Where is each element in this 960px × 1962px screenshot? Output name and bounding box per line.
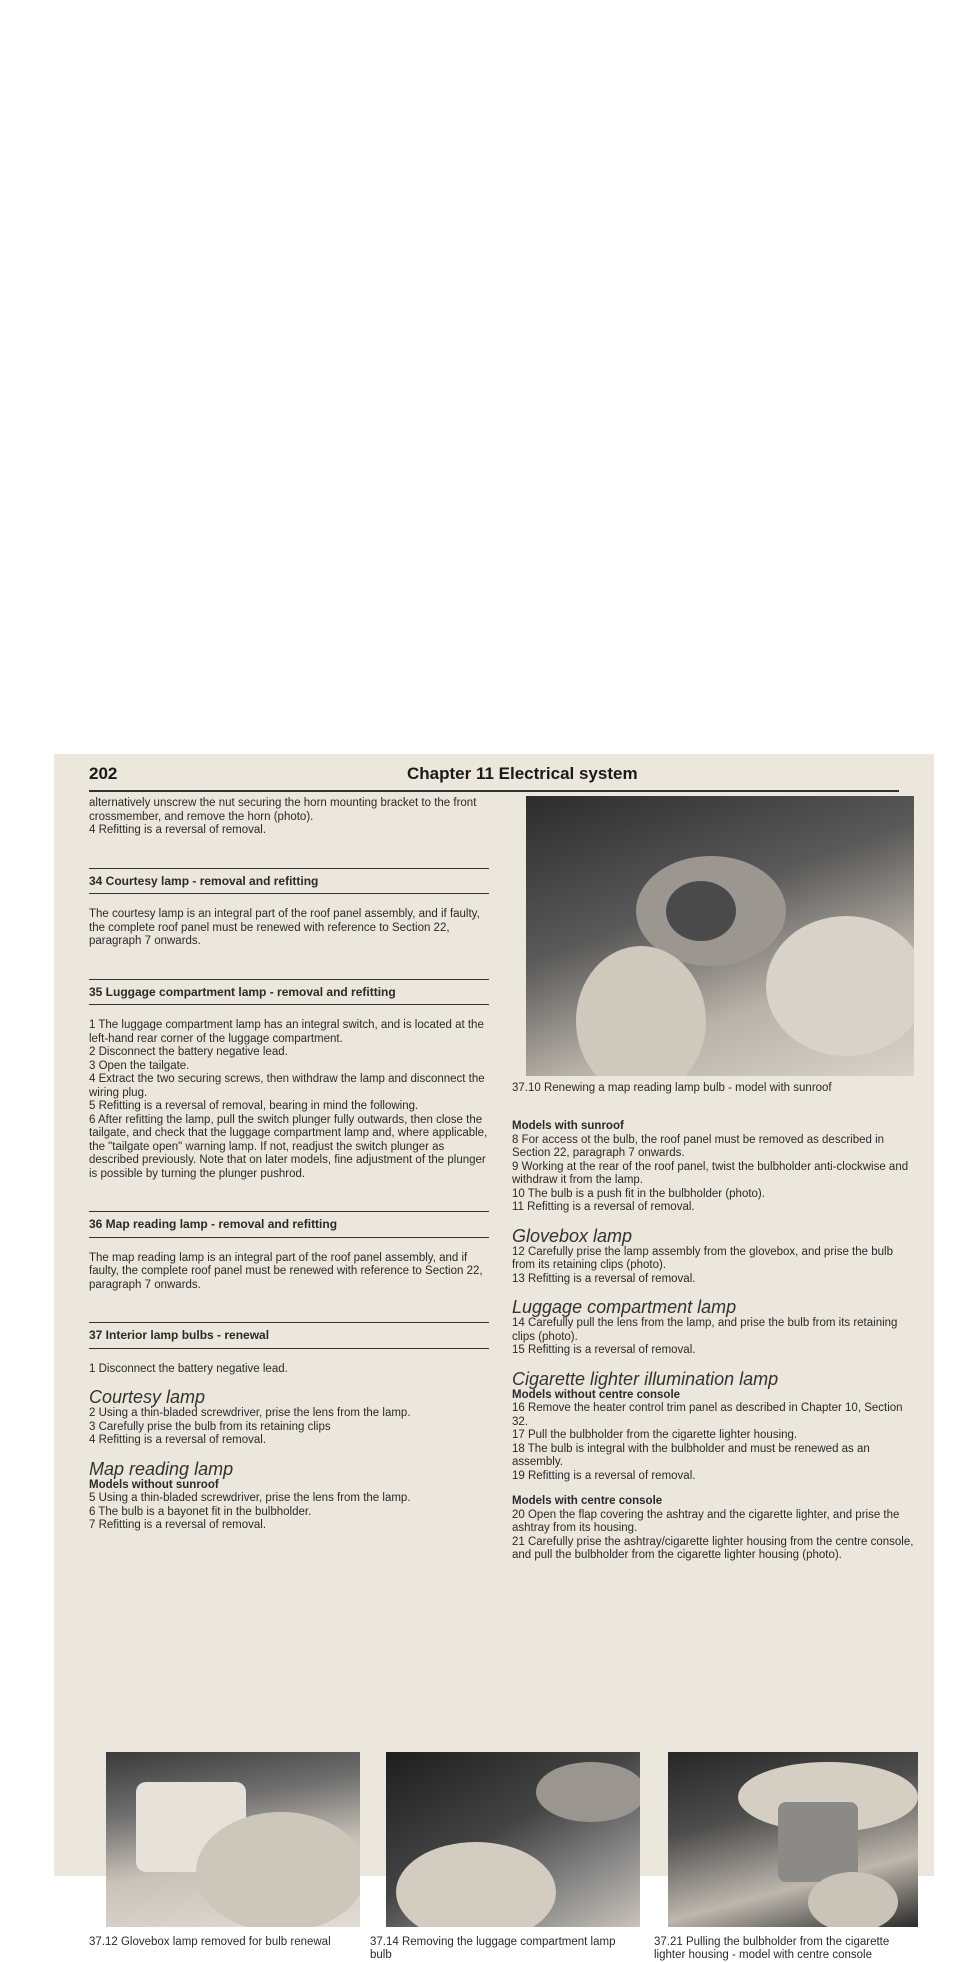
divider — [89, 979, 489, 980]
intro-step: 4 Refitting is a reversal of removal. — [89, 824, 267, 836]
section-35-title: 35 Luggage compartment lamp - removal and refitting — [89, 984, 396, 999]
step: 19 Refitting is a reversal of removal. — [512, 1469, 696, 1482]
photo-37-12 — [106, 1752, 360, 1927]
section-37-title: 37 Interior lamp bulbs - renewal — [89, 1328, 270, 1342]
section-34-body: The courtesy lamp is an integral part of the roof panel assembly, and if faulty, the complete roof panel must be renewed with reference to Section 22, paragraph 7 onwards. — [89, 908, 480, 947]
models-with-centre-console-label: Models with centre console — [512, 1495, 663, 1507]
step: 2 Using a thin-bladed screwdriver, prise the lens from the lamp. — [89, 1407, 411, 1419]
subheading-cigarette-lighter-lamp: Cigarette lighter illumination lamp — [512, 1368, 779, 1389]
caption-37-21: 37.21 Pulling the bulbholder from the cigarette lighter housing - model with centre console — [654, 1936, 890, 1961]
divider — [89, 1237, 489, 1238]
step: 8 For access ot the bulb, the roof panel must be removed as described in Section 22, paragraph 7 onwards. — [512, 1133, 885, 1159]
models-without-centre-console-label: Models without centre console — [512, 1388, 681, 1401]
step: 5 Refitting is a reversal of removal, bearing in mind the following. — [89, 1100, 419, 1112]
photo-37-14 — [386, 1752, 640, 1927]
caption-37-12: 37.12 Glovebox lamp removed for bulb renewal — [89, 1936, 331, 1948]
manual-page — [54, 754, 934, 1961]
chapter-title: Chapter 11 Electrical system — [407, 764, 638, 783]
caption-37-10: 37.10 Renewing a map reading lamp bulb - model with sunroof — [512, 1082, 832, 1094]
step: 1 The luggage compartment lamp has an integral switch, and is located at the left-hand rear corner of the luggage compartment. — [89, 1019, 484, 1045]
subheading-glovebox-lamp: Glovebox lamp — [512, 1225, 633, 1246]
right-column — [512, 1120, 914, 1563]
step: 18 The bulb is integral with the bulbholder and must be renewed as an assembly. — [512, 1442, 870, 1468]
divider — [89, 1322, 489, 1323]
step: 7 Refitting is a reversal of removal. — [89, 1519, 267, 1531]
divider — [89, 893, 489, 894]
subheading-luggage-compartment-lamp: Luggage compartment lamp — [512, 1297, 737, 1317]
step: 2 Disconnect the battery negative lead. — [89, 1046, 288, 1058]
step: 9 Working at the rear of the roof panel, twist the bulbholder anti-clockwise and withdraw it from the lamp. — [512, 1160, 909, 1186]
intro-text: alternatively unscrew the nut securing the horn mounting bracket to the front crossmember, and remove the horn (photo). — [89, 797, 477, 823]
step: 16 Remove the heater control trim panel as described in Chapter 10, Section 32. — [512, 1402, 903, 1428]
page-header — [89, 762, 899, 792]
step: 21 Carefully prise the ashtray/cigarette lighter housing from the centre console, and pull the bulbholder from the cigarette lighter housing (photo). — [512, 1535, 914, 1561]
step: 6 The bulb is a bayonet fit in the bulbholder. — [89, 1505, 312, 1518]
section-36-body: The map reading lamp is an integral part of the roof panel assembly, and if faulty, the complete roof panel must be renewed with reference to Section 22, paragraph 7 onwards. — [89, 1251, 483, 1291]
step: 6 After refitting the lamp, pull the switch plunger fully outwards, then close the tailgate, and check that the luggage compartment lamp and, where applicable, the "tailgate open" warning lamp. If not, readjust the switch plunger as described previously. Note that on later models, fine adjustment of the plunger is possible by turning the plunger pushrod. — [89, 1113, 488, 1180]
photo-37-21 — [668, 1752, 918, 1927]
page-number: 202 — [89, 764, 118, 783]
divider — [89, 1004, 489, 1005]
step: 10 The bulb is a push fit in the bulbholder (photo). — [512, 1187, 765, 1200]
step: 11 Refitting is a reversal of removal. — [512, 1201, 695, 1213]
step: 20 Open the flap covering the ashtray and the cigarette lighter, and prise the ashtray from its housing. — [512, 1508, 900, 1534]
photo-37-10 — [526, 796, 914, 1076]
step: 4 Refitting is a reversal of removal. — [89, 1434, 267, 1446]
step: 1 Disconnect the battery negative lead. — [89, 1362, 288, 1375]
step: 14 Carefully pull the lens from the lamp, and prise the bulb from its retaining clips (photo). — [512, 1317, 898, 1343]
step: 13 Refitting is a reversal of removal. — [512, 1272, 696, 1285]
divider — [89, 1348, 489, 1349]
step: 15 Refitting is a reversal of removal. — [512, 1344, 696, 1356]
left-column — [89, 797, 489, 1533]
step: 12 Carefully prise the lamp assembly from the glovebox, and prise the bulb from its retaining clips (photo). — [512, 1245, 893, 1271]
models-with-sunroof-label: Models with sunroof — [512, 1120, 624, 1132]
step: 3 Carefully prise the bulb from its retaining clips — [89, 1420, 331, 1433]
subheading-map-reading-lamp: Map reading lamp — [89, 1458, 234, 1479]
section-36-title: 36 Map reading lamp - removal and refitting — [89, 1217, 338, 1231]
step: 3 Open the tailgate. — [89, 1059, 190, 1072]
divider — [89, 1211, 489, 1212]
caption-37-14: 37.14 Removing the luggage compartment lamp bulb — [370, 1936, 616, 1961]
step: 5 Using a thin-bladed screwdriver, prise the lens from the lamp. — [89, 1492, 411, 1504]
divider — [89, 868, 489, 869]
step: 17 Pull the bulbholder from the cigarette lighter housing. — [512, 1429, 798, 1441]
section-34-title: 34 Courtesy lamp - removal and refitting — [89, 873, 319, 888]
step: 4 Extract the two securing screws, then withdraw the lamp and disconnect the wiring plug. — [89, 1073, 485, 1099]
models-without-sunroof-label: Models without sunroof — [89, 1478, 219, 1491]
subheading-courtesy-lamp: Courtesy lamp — [89, 1387, 206, 1407]
